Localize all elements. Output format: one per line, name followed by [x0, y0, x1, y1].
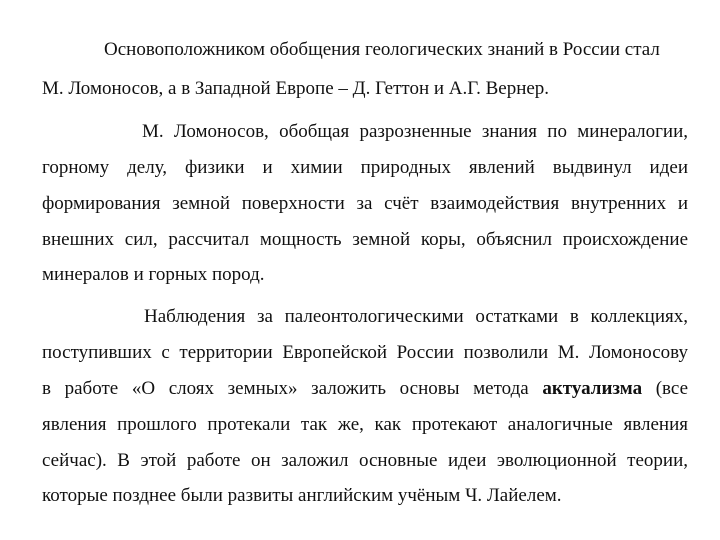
paragraph-3-line-5: сейчас). В этой работе он заложил основные идеи эволюционной теории, [42, 450, 688, 471]
paragraph-2-line-4: внешних сил, рассчитал мощность земной коры, объяснил происхождение [42, 229, 688, 250]
paragraph-3-line-6: которые позднее были развиты английским учёным Ч. Лайелем. [42, 485, 562, 506]
highlighted-term: актуализма [542, 378, 643, 399]
paragraph-3-line-4: явления прошлого протекали так же, как протекают аналогичные явления [42, 414, 688, 435]
paragraph-3-line-1: Наблюдения за палеонтологическими остатками в коллекциях, [144, 306, 688, 327]
paragraph-1-line-2: М. Ломоносов, а в Западной Европе – Д. Геттон и А.Г. Вернер. [42, 78, 550, 99]
paragraph-3-line-3 [42, 377, 688, 401]
paragraph-1-line-1: Основоположником обобщения геологических знаний в России стал [104, 39, 660, 60]
paragraph-2-line-5: минералов и горных пород. [42, 264, 265, 285]
paragraph-3-line-2: поступивших с территории Европейской России позволили М. Ломоносову [42, 342, 688, 363]
paragraph-3-line-3-text-after: (все [655, 378, 689, 399]
paragraph-2-line-3: формирования земной поверхности за счёт взаимодействия внутренних и [42, 193, 688, 214]
document-page [42, 0, 688, 540]
paragraph-2-line-1: М. Ломоносов, обобщая разрозненные знания по минералогии, [142, 121, 688, 142]
paragraph-3-line-3-text-before: в работе «О слоях земных» заложить основы метода [42, 378, 529, 399]
paragraph-2-line-2: горному делу, физики и химии природных явлений выдвинул идеи [42, 157, 688, 178]
